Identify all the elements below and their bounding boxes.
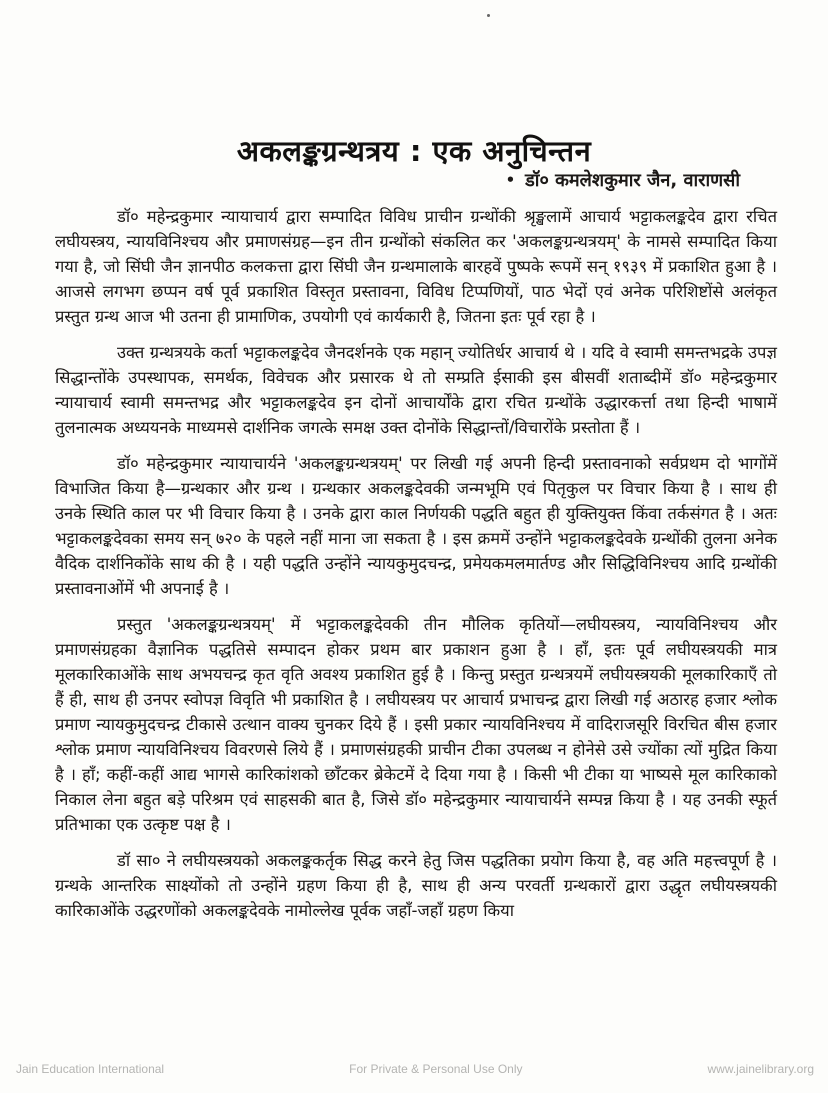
footer-usage-note: For Private & Personal Use Only — [349, 1062, 523, 1076]
author-name: डॉ० कमलेशकुमार जैन, वाराणसी — [525, 170, 740, 191]
scan-artifact-dot — [487, 14, 490, 17]
page-title: अकलङ्कग्रन्थत्रय : एक अनुचिन्तन — [236, 134, 592, 169]
article-body — [55, 204, 777, 934]
footer-publisher: Jain Education International — [16, 1062, 165, 1076]
paragraph-1: डॉ० महेन्द्रकुमार न्यायाचार्य द्वारा सम्पादित विविध प्राचीन ग्रन्थोंकी श्रृङ्खलामें आचार्य भट्टाकलङ्कदेव द्वारा रचित लघीयस्त्रय, न्यायविनिश्चय और प्रमाणसंग्रह—इन तीन ग्रन्थोंको संकलित कर 'अकलङ्कग्रन्थत्रयम्' के नामसे सम्पादित किया गया है, जो सिंघी जैन ज्ञानपीठ कलकत्ता द्वारा सिंघी जैन ग्रन्थमालाके बारहवें पुष्पके रूपमें सन् १९३९ में प्रकाशित हुआ है । आजसे लगभग छप्पन वर्ष पूर्व प्रकाशित विस्तृत प्रस्तावना, विविध टिप्पणियों, पाठ भेदों एवं अनेक परिशिष्टोंसे अलंकृत प्रस्तुत ग्रन्थ आज भी उतना ही प्रामाणिक, उपयोगी एवं कार्यकारी है, जितना इतः पूर्व रहा है । — [55, 207, 777, 326]
byline — [506, 168, 740, 192]
bullet-icon: • — [505, 171, 516, 189]
paragraph-2: उक्त ग्रन्थत्रयके कर्ता भट्टाकलङ्कदेव जैनदर्शनके एक महान् ज्योतिर्धर आचार्य थे । यदि वे स्वामी समन्तभद्रके उपज्ञ सिद्धान्तोंके उपस्थापक, समर्थक, विवेचक और प्रसारक थे तो सम्प्रति ईसाकी इस बीसवीं शताब्दीमें डॉ० महेन्द्रकुमार न्यायाचार्य स्वामी समन्तभद्र और भट्टाकलङ्कदेव इन दोनों आचार्योंके द्वारा रचित ग्रन्थोंके उद्धारकर्त्ता तथा हिन्दी भाषामें तुलनात्मक अध्ययनके माध्यमसे दार्शनिक जगत्के समक्ष उक्त दोनोंके सिद्धान्तों/विचारोंके प्रस्तोता हैं । — [55, 343, 777, 437]
paragraph-5: डॉ सा० ने लघीयस्त्रयको अकलङ्ककर्तृक सिद्ध करने हेतु जिस पद्धतिका प्रयोग किया है, वह अति महत्त्वपूर्ण है । ग्रन्थके आन्तरिक साक्ष्योंको तो उन्होंने ग्रहण किया ही है, साथ ही अन्य परवर्ती ग्रन्थकारों द्वारा उद्धृत लघीयस्त्रयकी कारिकाओंके उद्धरणोंको अकलङ्कदेवके नामोल्लेख पूर्वक जहाँ-जहाँ ग्रहण किया — [55, 851, 777, 920]
paragraph-4: प्रस्तुत 'अकलङ्कग्रन्थत्रयम्' में भट्टाकलङ्कदेवकी तीन मौलिक कृतियों—लघीयस्त्रय, न्यायविनिश्चय और प्रमाणसंग्रहका वैज्ञानिक पद्धतिसे सम्पादन होकर प्रथम बार प्रकाशन हुआ है । हाँ, इतः पूर्व लघीयस्त्रयकी मात्र मूलकारिकाओंके साथ अभयचन्द्र कृत वृति अवश्य प्रकाशित हुई है । किन्तु प्रस्तुत ग्रन्थत्रयमें लघीयस्त्रयकी मूलकारिकाएँ तो हैं ही, साथ ही उनपर स्वोपज्ञ विवृति भी प्रकाशित है । लघीयस्त्रय पर आचार्य प्रभाचन्द्र द्वारा लिखी गई अठारह हजार श्लोक प्रमाण न्यायकुमुदचन्द्र टीकासे उत्थान वाक्य चुनकर दिये हैं । इसी प्रकार न्यायविनिश्चय में वादिराजसूरि विरचित बीस हजार श्लोक प्रमाण न्यायविनिश्चय विवरणसे लिये हैं । प्रमाणसंग्रहकी प्राचीन टीका उपलब्ध न होनेसे उसे ज्योंका त्यों मुद्रित किया है । हाँ; कहीं-कहीं आद्य भागसे कारिकांशको छाँटकर ब्रेकेटमें दे दिया गया है । किसी भी टीका या भाष्यसे मूल कारिकाको निकाल लेना बहुत बड़े परिश्रम एवं साहसकी बात है, जिसे डॉ० महेन्द्रकुमार न्यायाचार्यने सम्पन्न किया है । यह उनकी स्फूर्त प्रतिभाका एक उत्कृष्ट पक्ष है । — [55, 615, 777, 834]
paragraph-3: डॉ० महेन्द्रकुमार न्यायाचार्यने 'अकलङ्कग्रन्थत्रयम्' पर लिखी गई अपनी हिन्दी प्रस्तावनाको सर्वप्रथम दो भागोंमें विभाजित किया है—ग्रन्थकार और ग्रन्थ । ग्रन्थकार अकलङ्कदेवकी जन्मभूमि एवं पितृकुल पर विचार किया है । साथ ही उनके स्थिति काल पर भी विचार किया है । उनके द्वारा काल निर्णयकी पद्धति बहुत ही युक्तियुक्त किंवा तर्कसंगत है । अतः भट्टाकलङ्कदेवका समय सन् ७२० के पहले नहीं माना जा सकता है । इस क्रममें उन्होंने भट्टाकलङ्कदेवके ग्रन्थोंकी तुलना अनेक वैदिक दार्शनिकोंके साथ की है । यही पद्धति उन्होंने न्यायकुमुदचन्द्र, प्रमेयकमलमार्तण्ड और सिद्धिविनिश्चय आदि ग्रन्थोंकी प्रस्तावनाओंमें भी अपनाई है । — [55, 454, 777, 598]
footer-website: www.jainelibrary.org — [707, 1062, 814, 1076]
page-footer — [0, 1062, 828, 1076]
